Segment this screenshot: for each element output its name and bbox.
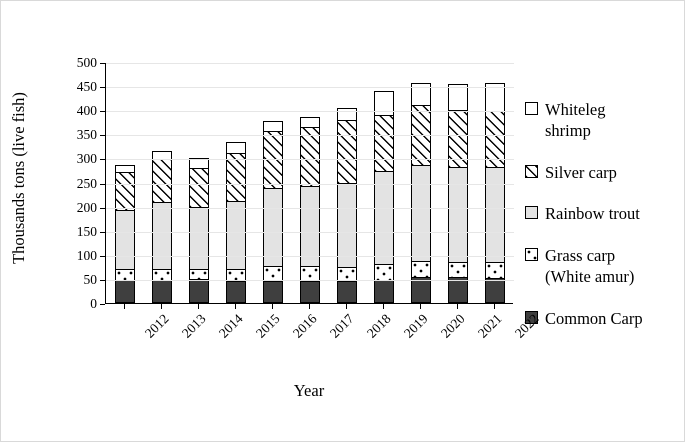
stacked-bar (226, 142, 246, 303)
bar-segment-common (337, 281, 357, 303)
gridline (106, 256, 514, 257)
bar-column (254, 62, 291, 303)
x-tick-label: 2018 (363, 311, 394, 341)
bar-group (106, 62, 514, 303)
bar-segment-silver (374, 115, 394, 172)
bar-segment-grass (374, 264, 394, 279)
bar-segment-silver (485, 111, 505, 167)
x-tick-label: 2022 (512, 311, 543, 341)
bar-segment-common (226, 281, 246, 303)
legend-item (525, 162, 683, 183)
y-tick-mark (100, 280, 105, 281)
bar-segment-rainbow (263, 188, 283, 267)
bar-segment-grass (411, 261, 431, 277)
stacked-bar (374, 91, 394, 303)
x-tick-mark (198, 304, 199, 309)
y-tick-label: 300 (76, 151, 97, 167)
bar-segment-grass (189, 269, 209, 279)
gridline (106, 159, 514, 160)
bar-segment-rainbow (411, 165, 431, 260)
x-tick-mark (235, 304, 236, 309)
legend-swatch-icon (525, 206, 538, 219)
bar-segment-grass (485, 262, 505, 278)
bar-segment-silver (152, 159, 172, 201)
bar-column (440, 62, 477, 303)
gridline (106, 87, 514, 88)
bar-column (477, 62, 514, 303)
stacked-bar (300, 117, 320, 304)
plot-area (105, 63, 513, 304)
bar-segment-grass (263, 266, 283, 280)
y-tick-label: 350 (76, 127, 97, 143)
bar-segment-shrimp (300, 117, 320, 128)
chart-legend (525, 99, 683, 349)
stacked-bar (411, 83, 431, 303)
bar-segment-shrimp (152, 151, 172, 159)
x-tick-mark (494, 304, 495, 309)
bar-segment-rainbow (189, 207, 209, 269)
bar-segment-common (485, 278, 505, 303)
y-tick-mark (100, 208, 105, 209)
y-tick-label: 500 (76, 55, 97, 70)
bar-column (106, 62, 143, 303)
bar-segment-common (115, 280, 135, 303)
bar-segment-rainbow (300, 186, 320, 266)
gridline (106, 111, 514, 112)
bar-segment-common (448, 277, 468, 303)
bar-segment-rainbow (115, 210, 135, 269)
y-tick-mark (100, 111, 105, 112)
gridline (106, 135, 514, 136)
bar-column (217, 62, 254, 303)
legend-item (525, 203, 683, 224)
y-tick-mark (100, 184, 105, 185)
bar-column (403, 62, 440, 303)
bar-segment-rainbow (152, 202, 172, 269)
y-tick-mark (100, 63, 105, 64)
x-tick-label: 2015 (252, 311, 283, 341)
y-tick-label: 400 (76, 103, 97, 119)
y-tick-label: 250 (76, 175, 97, 191)
bar-segment-common (189, 279, 209, 303)
y-tick-mark (100, 256, 105, 257)
bar-segment-rainbow (485, 167, 505, 262)
y-tick-label: 450 (76, 79, 97, 95)
x-tick-mark (309, 304, 310, 309)
y-tick-mark (100, 135, 105, 136)
legend-label: Silver carp (545, 162, 617, 182)
y-tick-label: 0 (90, 296, 97, 311)
bar-segment-rainbow (374, 171, 394, 264)
stacked-bar (448, 84, 468, 303)
bar-segment-shrimp (115, 165, 135, 172)
stacked-bar (337, 108, 357, 303)
bar-segment-silver (448, 110, 468, 167)
x-tick-mark (383, 304, 384, 309)
bar-segment-rainbow (226, 201, 246, 268)
y-tick-label: 150 (76, 223, 97, 239)
x-axis-title: Year (293, 381, 325, 400)
bar-segment-grass (115, 269, 135, 280)
gridline (106, 280, 514, 281)
x-tick-mark (161, 304, 162, 309)
bar-segment-common (152, 280, 172, 303)
bar-segment-silver (189, 168, 209, 207)
stacked-bar (263, 121, 283, 303)
bar-segment-silver (115, 172, 135, 211)
x-tick-label: 2017 (326, 311, 357, 341)
y-axis-title: Thousands tons (live fish) (9, 92, 29, 264)
bar-column (366, 62, 403, 303)
x-tick-label: 2019 (401, 311, 431, 341)
gridline (106, 63, 514, 64)
bar-segment-shrimp (337, 108, 357, 120)
bar-column (143, 62, 180, 303)
bar-segment-grass (300, 266, 320, 280)
stacked-bar (485, 83, 505, 303)
bar-segment-shrimp (226, 142, 246, 154)
x-tick-mark (346, 304, 347, 309)
x-tick-mark (272, 304, 273, 309)
y-tick-mark (100, 87, 105, 88)
legend-swatch-icon (525, 102, 538, 115)
gridline (106, 232, 514, 233)
y-tick-mark (100, 232, 105, 233)
gridline (106, 208, 514, 209)
legend-item (525, 308, 683, 329)
bar-segment-common (374, 280, 394, 303)
bar-segment-grass (152, 269, 172, 280)
legend-item (525, 245, 683, 288)
x-tick-label: 2013 (178, 311, 209, 341)
y-tick-label: 100 (76, 247, 97, 263)
legend-label: Rainbow trout (545, 204, 640, 224)
legend-item (525, 99, 683, 142)
stacked-bar (115, 165, 135, 303)
legend-label: Whiteleg shrimp (545, 100, 606, 141)
y-tick-label: 50 (83, 271, 97, 287)
x-tick-mark (124, 304, 125, 309)
legend-label: Grass carp (White amur) (545, 245, 635, 287)
x-tick-label: 2020 (438, 311, 468, 341)
bar-column (291, 62, 328, 303)
x-tick-label: 2014 (215, 311, 246, 341)
bar-segment-shrimp (411, 83, 431, 105)
bar-segment-common (300, 281, 320, 303)
legend-swatch-icon (525, 248, 538, 261)
bar-segment-silver (337, 120, 357, 183)
bar-segment-rainbow (448, 167, 468, 262)
bar-segment-shrimp (263, 121, 283, 132)
y-tick-label: 200 (76, 199, 97, 215)
x-tick-label: 2012 (141, 311, 172, 341)
bar-segment-grass (448, 262, 468, 278)
bar-segment-common (263, 281, 283, 303)
y-tick-mark (100, 159, 105, 160)
bar-column (180, 62, 217, 303)
bar-column (329, 62, 366, 303)
x-tick-mark (457, 304, 458, 309)
y-tick-mark (100, 304, 105, 305)
x-tick-label: 2021 (475, 311, 505, 341)
legend-label: Common Carp (545, 308, 643, 328)
x-tick-mark (420, 304, 421, 309)
x-tick-label: 2016 (289, 311, 320, 341)
bar-segment-rainbow (337, 183, 357, 267)
gridline (106, 184, 514, 185)
legend-swatch-icon (525, 165, 538, 178)
